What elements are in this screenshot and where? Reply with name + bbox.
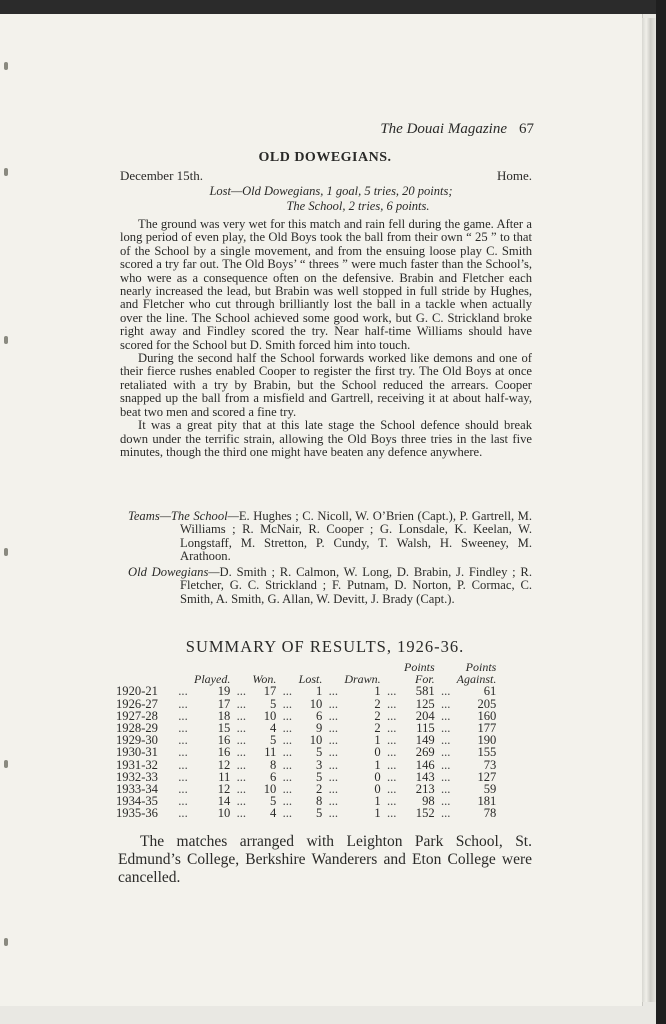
table-cell: 115 (416, 721, 435, 736)
teams-old-label: Old Dowegians— (128, 565, 220, 579)
table-cell: 269 (415, 745, 435, 760)
score-line-1: Lost—Old Dowegians, 1 goal, 5 tries, 20 points; (209, 184, 453, 198)
table-cell: 3 (316, 757, 323, 772)
leader-dots: ... (386, 708, 397, 723)
table-cell: 10 (309, 733, 323, 748)
leader-dots: ... (236, 721, 247, 736)
report-paragraph: The ground was very wet for this match and rain fell during the game. After a long period of even play, the Old Boys took the ball from their own “ 25 ” to that of the School by a single movement, and from the ensuing loose play C. Smith scored a try far out. The Old Boys’ “ threes ” were much faster than the School’s, who were as a consequence often on the defensive. Brabin and Fletcher each nearly increased the lead, but Brabin was well stopped in full stride by Hughes, and Fletcher who cut through brilliantly lost the ball in a tackle when actually over the line. The School achieved some good work, but G. C. Strickland broke right away and Findley scored the try. Near half-time Williams should have scored for the School but D. Smith forced him into touch. (120, 217, 532, 352)
summary-title: SUMMARY OF RESULTS, 1926-36. (185, 637, 465, 656)
table-cell: 98 (422, 794, 435, 809)
table-cell: 1934-35 (116, 794, 158, 809)
table-cell: 205 (477, 696, 497, 711)
leader-dots: ... (178, 757, 188, 772)
table-cell: 61 (483, 684, 497, 699)
results-table (116, 661, 496, 820)
report-paragraph: It was a great pity that at this late stage the School defence should break down under the terrific strain, allowing the Old Boys three tries in the last five minutes, though the third one might have beaten any defence anywhere. (120, 418, 532, 459)
leader-dots: ... (328, 684, 339, 699)
table-row (116, 807, 496, 819)
table-cell: 11 (264, 745, 277, 760)
leader-dots: ... (440, 745, 451, 760)
table-cell: 9 (316, 721, 323, 736)
leader-dots: ... (440, 782, 451, 797)
leader-dots: ... (328, 696, 339, 711)
table-cell: 1920-21 (116, 684, 158, 699)
leader-dots: ... (386, 769, 397, 784)
leader-dots: ... (178, 806, 188, 821)
table-cell: 19 (217, 684, 231, 699)
table-cell: 177 (477, 721, 497, 736)
report-paragraph: During the second half the School forwards worked like demons and one of their fierce rushes enabled Cooper to register the first try. The Old Boys at once retaliated with a try by Brabin, but the School reduced the arrears. Cooper snapped up the ball from a misfield and Gartrell, receiving it at about half-way, beat two men and scored a fine try. (120, 351, 532, 419)
leader-dots: ... (440, 721, 451, 736)
leader-dots: ... (282, 794, 293, 809)
match-report (120, 218, 532, 459)
scan-right-edge (656, 0, 666, 1024)
table-cell: 204 (415, 708, 435, 723)
table-cell: 78 (483, 806, 497, 821)
dateline (120, 168, 532, 184)
leader-dots: ... (282, 769, 293, 784)
report-title: OLD DOWEGIANS. (258, 150, 392, 165)
magazine-title: The Douai Magazine (380, 121, 507, 137)
table-cell: 143 (415, 769, 435, 784)
leader-dots: ... (282, 684, 293, 699)
leader-dots: ... (236, 806, 247, 821)
leader-dots: ... (282, 696, 293, 711)
table-cell: 160 (477, 708, 497, 723)
table-row (116, 771, 496, 783)
binding-mark (4, 548, 8, 556)
leader-dots: ... (236, 733, 247, 748)
table-cell: 5 (270, 794, 277, 809)
leader-dots: ... (328, 745, 339, 760)
leader-dots: ... (236, 794, 247, 809)
teams-school-label: Teams—The School— (128, 509, 239, 523)
table-cell: 10 (263, 708, 277, 723)
leader-dots: ... (178, 684, 188, 699)
table-cell: 1 (374, 794, 381, 809)
leader-dots: ... (282, 757, 293, 772)
leader-dots: ... (386, 684, 397, 699)
leader-dots: ... (386, 733, 397, 748)
table-cell: 5 (270, 733, 277, 748)
table-cell: 1927-28 (116, 708, 158, 723)
table-cell: 1928-29 (116, 721, 158, 736)
table-cell: 1 (374, 733, 381, 748)
leader-dots: ... (178, 794, 188, 809)
col-drawn: Drawn. (344, 672, 381, 687)
leader-dots: ... (328, 733, 339, 748)
table-cell: 1931-32 (116, 757, 158, 772)
leader-dots: ... (386, 794, 397, 809)
table-cell: 6 (270, 769, 277, 784)
table-row (116, 759, 496, 771)
table-cell: 5 (316, 745, 323, 760)
col-points-for-top: Points (404, 660, 435, 674)
leader-dots: ... (386, 745, 397, 760)
col-points-for: For. (415, 672, 435, 687)
table-cell: 181 (477, 794, 497, 809)
table-header-row (116, 673, 496, 685)
score-line (120, 184, 532, 214)
table-cell: 0 (374, 769, 381, 784)
table-cell: 5 (316, 769, 323, 784)
table-cell: 127 (477, 769, 497, 784)
table-cell: 4 (270, 806, 277, 821)
leader-dots: ... (236, 684, 247, 699)
table-row (116, 685, 496, 697)
table-cell: 18 (217, 708, 231, 723)
leader-dots: ... (282, 708, 293, 723)
table-cell: 73 (483, 757, 497, 772)
table-cell: 152 (415, 806, 435, 821)
leader-dots: ... (282, 806, 293, 821)
col-points-against: Against. (456, 672, 497, 687)
table-cell: 2 (316, 782, 323, 797)
leader-dots: ... (328, 769, 339, 784)
table-cell: 1935-36 (116, 806, 158, 821)
table-cell: 1932-33 (116, 769, 158, 784)
leader-dots: ... (282, 721, 293, 736)
leader-dots: ... (236, 769, 247, 784)
col-played: Played. (194, 672, 231, 687)
binding-mark (4, 168, 8, 176)
col-lost: Lost. (298, 672, 323, 687)
leader-dots: ... (178, 733, 188, 748)
leader-dots: ... (440, 769, 451, 784)
scan-top-edge (0, 0, 666, 14)
leader-dots: ... (282, 733, 293, 748)
table-cell: 8 (270, 757, 277, 772)
table-cell: 59 (483, 782, 497, 797)
leader-dots: ... (440, 684, 451, 699)
leader-dots: ... (178, 696, 188, 711)
col-won: Won. (252, 672, 277, 687)
teams-old-dowegians (120, 566, 532, 606)
table-cell: 1 (374, 757, 381, 772)
table-cell: 6 (316, 708, 323, 723)
table-cell: 190 (477, 733, 497, 748)
table-cell: 0 (374, 782, 381, 797)
match-date: December 15th. (120, 168, 204, 183)
leader-dots: ... (178, 745, 188, 760)
page-stack-edge (642, 18, 656, 1002)
table-cell: 2 (374, 708, 381, 723)
table-cell: 10 (217, 806, 231, 821)
table-cell: 10 (309, 696, 323, 711)
leader-dots: ... (440, 733, 451, 748)
table-cell: 149 (415, 733, 435, 748)
table-cell: 17 (263, 684, 277, 699)
table-row (116, 698, 496, 710)
table-row (116, 795, 496, 807)
table-cell: 4 (270, 721, 277, 736)
leader-dots: ... (328, 806, 339, 821)
binding-mark (4, 760, 8, 768)
leader-dots: ... (178, 782, 188, 797)
leader-dots: ... (440, 806, 451, 821)
leader-dots: ... (236, 708, 247, 723)
running-header (380, 121, 534, 138)
table-cell: 12 (217, 782, 231, 797)
match-venue: Home. (496, 168, 532, 183)
table-cell: 15 (217, 721, 231, 736)
leader-dots: ... (440, 696, 451, 711)
table-cell: 5 (270, 696, 277, 711)
table-cell: 16 (217, 733, 231, 748)
table-cell: 12 (217, 757, 231, 772)
table-cell: 581 (415, 684, 435, 699)
leader-dots: ... (178, 769, 188, 784)
leader-dots: ... (328, 794, 339, 809)
table-cell: 146 (415, 757, 435, 772)
table-cell: 0 (374, 745, 381, 760)
leader-dots: ... (440, 708, 451, 723)
leader-dots: ... (386, 782, 397, 797)
table-cell: 125 (415, 696, 435, 711)
leader-dots: ... (328, 708, 339, 723)
table-cell: 1 (374, 684, 381, 699)
table-cell: 1 (374, 806, 381, 821)
table-row (116, 722, 496, 734)
leader-dots: ... (386, 696, 397, 711)
table-cell: 8 (316, 794, 323, 809)
table-cell: 1933-34 (116, 782, 158, 797)
binding-mark (4, 62, 8, 70)
leader-dots: ... (178, 708, 188, 723)
leader-dots: ... (328, 757, 339, 772)
table-cell: 1 (316, 684, 323, 699)
teams-school (120, 510, 532, 564)
table-row (116, 710, 496, 722)
leader-dots: ... (236, 745, 247, 760)
table-cell: 2 (374, 721, 381, 736)
table-row (116, 734, 496, 746)
leader-dots: ... (236, 757, 247, 772)
table-row (116, 783, 496, 795)
table-cell: 155 (477, 745, 497, 760)
leader-dots: ... (386, 757, 397, 772)
teams-school-list: E. Hughes ; C. Nicoll, W. O’Brien (Capt.), P. Gartrell, M. Williams ; R. McNair, R. Cooper ; G. Lonsdale, K. Keelan, W. Longstaff, M. Stretton, P. Cundy, T. Walsh, H. Sweeney, M. Arathoon. (180, 509, 532, 564)
table-cell: 17 (217, 696, 231, 711)
leader-dots: ... (178, 721, 188, 736)
table-cell: 1926-27 (116, 696, 158, 711)
table-cell: 10 (263, 782, 277, 797)
leader-dots: ... (386, 721, 397, 736)
table-cell: 1929-30 (116, 733, 158, 748)
leader-dots: ... (328, 782, 339, 797)
table-cell: 1930-31 (116, 745, 158, 760)
table-cell: 16 (217, 745, 231, 760)
leader-dots: ... (440, 757, 451, 772)
leader-dots: ... (236, 696, 247, 711)
closing-paragraph: The matches arranged with Leighton Park School, St. Edmund’s College, Berkshire Wanderers and Eton College were cancelled. (118, 833, 532, 886)
leader-dots: ... (440, 794, 451, 809)
score-line-2: The School, 2 tries, 6 points. (286, 199, 430, 213)
closing-note (118, 833, 532, 887)
binding-mark (4, 938, 8, 946)
leader-dots: ... (282, 782, 293, 797)
table-cell: 14 (217, 794, 231, 809)
table-cell: 5 (316, 806, 323, 821)
leader-dots: ... (328, 721, 339, 736)
leader-dots: ... (236, 782, 247, 797)
leader-dots: ... (386, 806, 397, 821)
table-cell: 11 (218, 769, 231, 784)
teams-old-list: D. Smith ; R. Calmon, W. Long, D. Brabin, J. Findley ; R. Fletcher, G. C. Strickland ; F. Putnam, D. Norton, P. Cormac, C. Smith, A. Smith, G. Allan, W. Devitt, J. Brady (Capt.). (180, 565, 532, 606)
table-cell: 213 (415, 782, 435, 797)
table-cell: 2 (374, 696, 381, 711)
table-row (116, 746, 496, 758)
page-number: 67 (519, 121, 534, 137)
leader-dots: ... (282, 745, 293, 760)
binding-mark (4, 336, 8, 344)
col-points-against-top: Points (465, 660, 497, 674)
